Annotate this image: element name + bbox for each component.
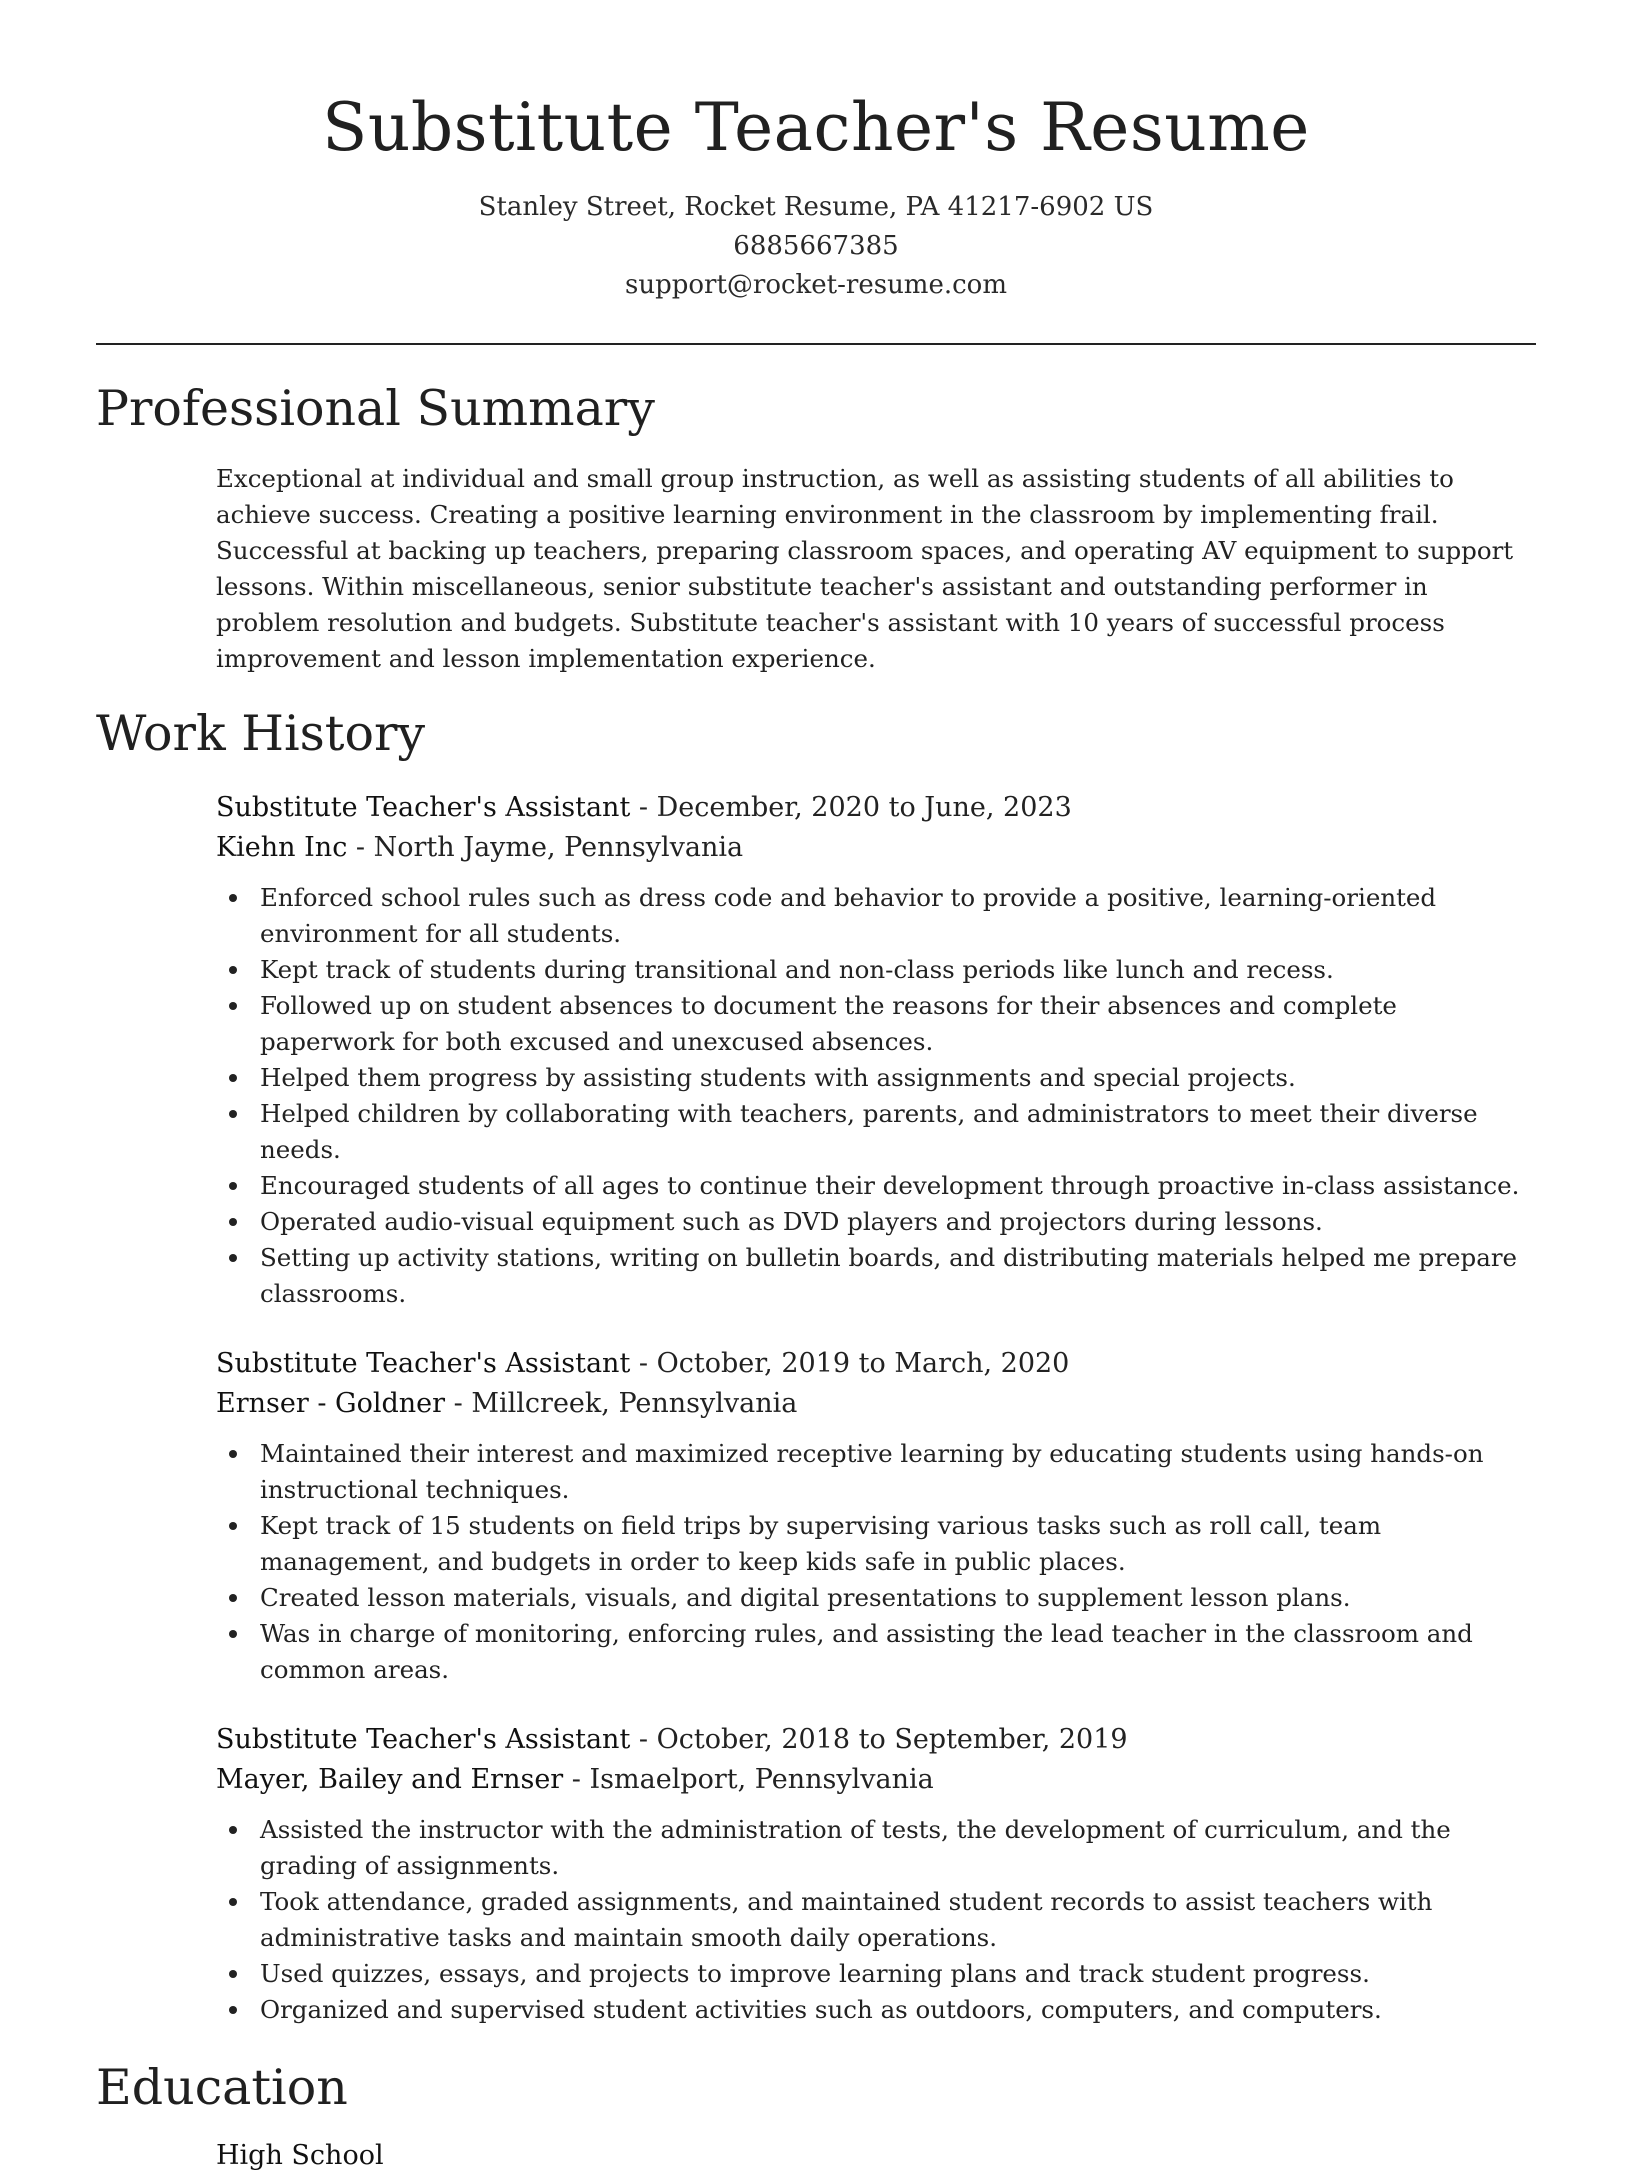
job-duties-list xyxy=(216,1436,1536,1688)
list-item: Created lesson materials, visuals, and digital presentations to supplement lesson plans. xyxy=(260,1580,1536,1616)
list-item: Helped them progress by assisting students with assignments and special projects. xyxy=(260,1060,1536,1096)
job-separator: - xyxy=(571,1764,590,1795)
address: Stanley Street, Rocket Resume, PA 41217-6902 US xyxy=(478,192,1154,222)
job-separator: - xyxy=(638,792,657,823)
resume-title: Substitute Teacher's Resume xyxy=(322,89,1310,166)
education-heading: Education xyxy=(96,2059,348,2116)
list-item: Helped children by collaborating with teachers, parents, and administrators to meet their diverse needs. xyxy=(260,1096,1536,1168)
job-entry xyxy=(216,788,1536,1312)
header-divider xyxy=(96,343,1536,345)
phone-number: 6885667385 xyxy=(733,231,899,261)
summary-section xyxy=(216,461,1536,677)
job-entry xyxy=(216,1720,1536,2028)
job-company: Mayer, Bailey and Ernser xyxy=(216,1764,564,1795)
job-entry xyxy=(216,1344,1536,1688)
list-item: Took attendance, graded assignments, and maintained student records to assist teachers with administrative tasks and maintain smooth daily operations. xyxy=(260,1884,1536,1956)
list-item: Kept track of students during transitional and non-class periods like lunch and recess. xyxy=(260,952,1536,988)
work-history-heading: Work History xyxy=(96,705,426,762)
job-title-line xyxy=(216,1720,1536,1760)
list-item: Was in charge of monitoring, enforcing rules, and assisting the lead teacher in the classroom and common areas. xyxy=(260,1616,1536,1688)
list-item: Assisted the instructor with the administration of tests, the development of curriculum, and the grading of assignments. xyxy=(260,1812,1536,1884)
job-separator: - xyxy=(638,1724,657,1755)
job-company: Ernser - Goldner xyxy=(216,1388,446,1419)
list-item: Setting up activity stations, writing on bulletin boards, and distributing materials helped me prepare classrooms. xyxy=(260,1240,1536,1312)
job-location: Millcreek, Pennsylvania xyxy=(471,1388,798,1419)
job-separator: - xyxy=(453,1388,472,1419)
job-location: North Jayme, Pennsylvania xyxy=(373,832,744,863)
list-item: Operated audio-visual equipment such as DVD players and projectors during lessons. xyxy=(260,1204,1536,1240)
job-company-line xyxy=(216,1384,1536,1424)
email-address: support@rocket-resume.com xyxy=(624,270,1007,300)
job-separator: - xyxy=(638,1348,657,1379)
job-duties-list xyxy=(216,1812,1536,2028)
resume-page xyxy=(96,0,1536,2176)
list-item: Maintained their interest and maximized receptive learning by educating students using hands-on instructional techniques. xyxy=(260,1436,1536,1508)
job-title-line xyxy=(216,788,1536,828)
job-duties-list xyxy=(216,880,1536,1312)
job-title-line xyxy=(216,1344,1536,1384)
contact-info xyxy=(96,188,1536,305)
job-dates: October, 2019 to March, 2020 xyxy=(656,1348,1070,1379)
summary-text: Exceptional at individual and small group instruction, as well as assisting students of all abilities to achieve success. Creating a positive learning environment in the classroom by implementing frail. Successful at backing up teachers, preparing classroom spaces, and operating AV equipment to support lessons. Within miscellaneous, senior substitute teacher's assistant and outstanding performer in problem resolution and budgets. Substitute teacher's assistant with 10 years of successful process improvement and lesson implementation experience. xyxy=(216,464,1514,673)
list-item: Kept track of 15 students on field trips by supervising various tasks such as roll call, team management, and budgets in order to keep kids safe in public places. xyxy=(260,1508,1536,1580)
resume-header xyxy=(96,0,1536,305)
job-company: Kiehn Inc xyxy=(216,832,348,863)
job-company-line xyxy=(216,1760,1536,1800)
job-separator: - xyxy=(355,832,374,863)
list-item: Followed up on student absences to document the reasons for their absences and complete paperwork for both excused and unexcused absences. xyxy=(260,988,1536,1060)
job-role: Substitute Teacher's Assistant xyxy=(216,1348,631,1379)
list-item: Enforced school rules such as dress code and behavior to provide a positive, learning-oriented environment for all students. xyxy=(260,880,1536,952)
job-role: Substitute Teacher's Assistant xyxy=(216,1724,631,1755)
job-location: Ismaelport, Pennsylvania xyxy=(589,1764,934,1795)
list-item: Used quizzes, essays, and projects to improve learning plans and track student progress. xyxy=(260,1956,1536,1992)
summary-heading: Professional Summary xyxy=(96,380,655,437)
job-dates: December, 2020 to June, 2023 xyxy=(656,792,1072,823)
list-item: Encouraged students of all ages to continue their development through proactive in-class assistance. xyxy=(260,1168,1536,1204)
education-section xyxy=(216,2136,1536,2176)
job-company-line xyxy=(216,828,1536,868)
list-item: Organized and supervised student activities such as outdoors, computers, and computers. xyxy=(260,1992,1536,2028)
education-entry: High School xyxy=(216,2140,384,2171)
work-history-section xyxy=(216,788,1536,2028)
job-dates: October, 2018 to September, 2019 xyxy=(656,1724,1128,1755)
job-role: Substitute Teacher's Assistant xyxy=(216,792,631,823)
